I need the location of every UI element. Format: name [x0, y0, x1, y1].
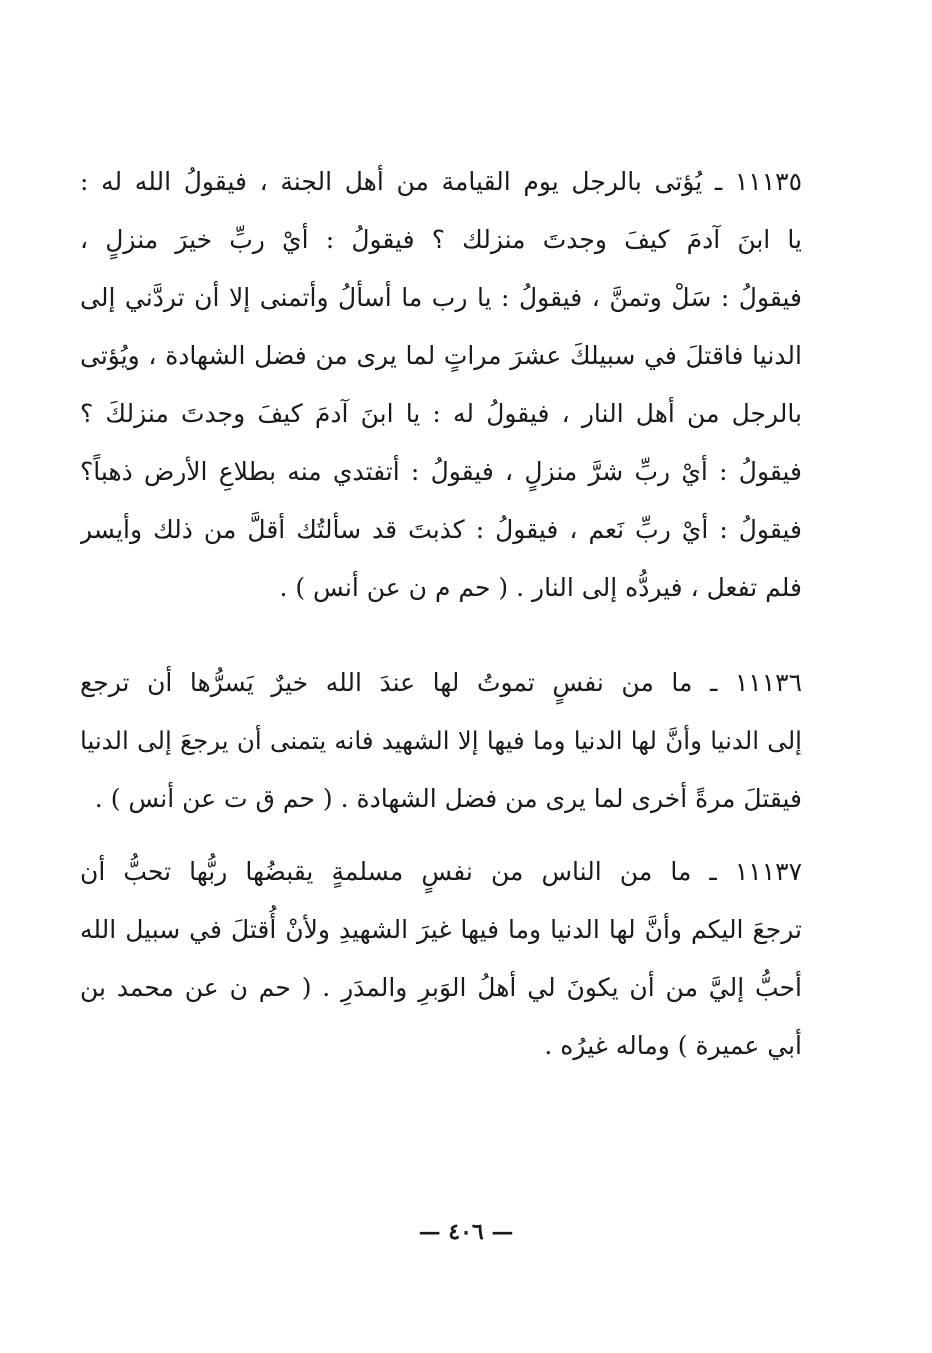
text-line: فيقولُ : أيْ ربِّ نَعم ، فيقولُ : كذبتَ قد سألتُك أقلَّ من ذلك وأيسر — [80, 515, 802, 544]
text-line: أحبُّ إليَّ من أن يكونَ لي أهلُ الوَبرِ والمدَرِ . ( حم ن عن محمد بن — [80, 973, 802, 1002]
text-line: يا ابنَ آدمَ كيفَ وجدتَ منزلك ؟ فيقولُ : أيْ ربِّ خيرَ منزلٍ ، — [80, 225, 802, 254]
text-line: إلى الدنيا وأنَّ لها الدنيا وما فيها إلا الشهيد فانه يتمنى أن يرجعَ إلى الدنيا — [80, 726, 802, 755]
text-line: ترجعَ اليكم وأنَّ لها الدنيا وما فيها غيرَ الشهيدِ ولأنْ أُقتلَ في سبيل الله — [80, 915, 802, 944]
hadith-11137 — [80, 843, 802, 1075]
text-line: فلم تفعل ، فيردُّه إلى النار . ( حم م ن عن أنس ) . — [279, 573, 802, 602]
text-line: فيقتلَ مرةً أخرى لما يرى من فضل الشهادة . ( حم ق ت عن أنس ) . — [94, 784, 802, 813]
text-line: فيقولُ : سَلْ وتمنَّ ، فيقولُ : يا رب ما أسألُ وأتمنى إلا أن تردَّني إلى — [80, 283, 802, 312]
text-line: ١١١٣٧ ـ ما من الناس من نفسٍ مسلمةٍ يقبضُها ربُّها تحبُّ أن — [80, 857, 802, 886]
text-line: ١١١٣٦ ـ ما من نفسٍ تموتُ لها عندَ الله خيرٌ يَسرُّها أن ترجع — [80, 668, 802, 697]
text-line: بالرجل من أهل النار ، فيقولُ له : يا ابنَ آدمَ كيفَ وجدتَ منزلكَ ؟ — [80, 399, 802, 428]
hadith-11135 — [80, 153, 802, 617]
text-line: ١١١٣٥ ـ يُؤتى بالرجل يوم القيامة من أهل الجنة ، فيقولُ الله له : — [80, 167, 802, 196]
hadith-11136 — [80, 654, 802, 828]
text-line: فيقولُ : أيْ ربِّ شرَّ منزلٍ ، فيقولُ : أتفتدي منه بطلاعِ الأرض ذهباً؟ — [80, 457, 802, 486]
text-line: الدنيا فاقتلَ في سبيلكَ عشرَ مراتٍ لما يرى من فضل الشهادة ، ويُؤتى — [80, 341, 802, 370]
page-number: — ٤٠٦ — — [418, 1219, 514, 1245]
text-line: أبي عميرة ) وماله غيرُه . — [544, 1031, 802, 1060]
